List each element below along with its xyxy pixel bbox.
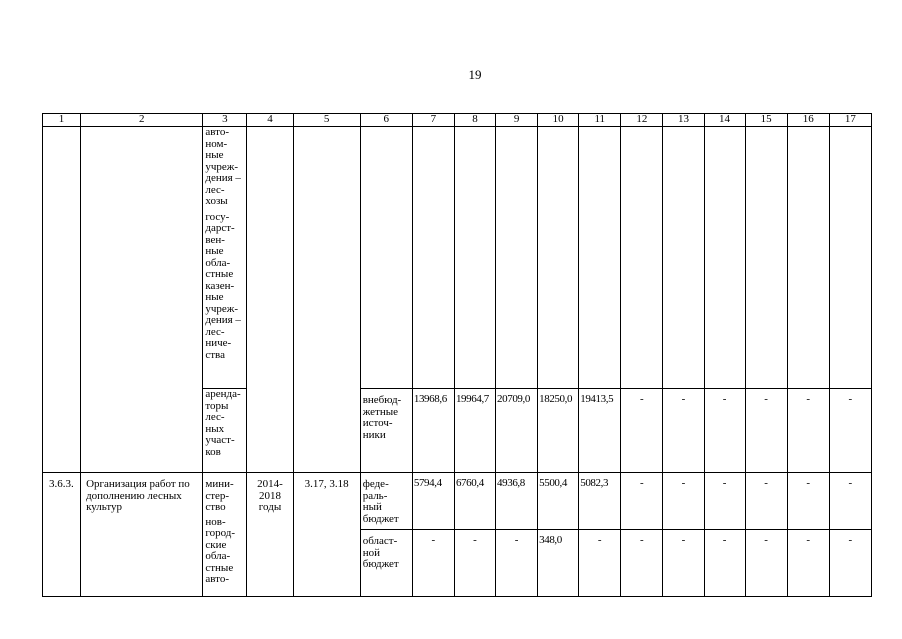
- cell-empty: [412, 127, 454, 389]
- value-cell: -: [412, 530, 454, 597]
- cell-empty: [538, 127, 579, 389]
- value-cell: 4936,8: [496, 473, 538, 530]
- header-row: [43, 114, 872, 127]
- value-cell: -: [745, 530, 787, 597]
- header-cell: 12: [621, 114, 663, 127]
- value-cell: 5082,3: [579, 473, 621, 530]
- cell-empty: [621, 127, 663, 389]
- value-cell: -: [704, 389, 745, 473]
- table-row: [43, 473, 872, 530]
- budget-table: [42, 113, 872, 597]
- value-cell: -: [663, 389, 704, 473]
- value-cell: -: [829, 473, 871, 530]
- executor-cell: [203, 127, 247, 389]
- cell-empty: [745, 127, 787, 389]
- executor-state: госу- дарст- вен- ные обла- стные казен- ные учреж- дения – лес- ниче- ства: [205, 210, 241, 361]
- value-cell: 6760,4: [454, 473, 495, 530]
- value-cell: -: [704, 530, 745, 597]
- value-cell: -: [787, 530, 829, 597]
- cell-empty: [704, 127, 745, 389]
- executor-ministry: мини- стер- ство: [205, 478, 234, 513]
- value-cell: -: [663, 530, 704, 597]
- header-cell: 14: [704, 114, 745, 127]
- header-cell: 5: [293, 114, 360, 127]
- header-cell: 16: [787, 114, 829, 127]
- cell-empty: [829, 127, 871, 389]
- value-cell: -: [621, 389, 663, 473]
- header-cell: 3: [203, 114, 247, 127]
- header-cell: 8: [454, 114, 495, 127]
- header-cell: 7: [412, 114, 454, 127]
- header-cell: 9: [496, 114, 538, 127]
- table-row: [43, 127, 872, 389]
- value-cell: 13968,6: [412, 389, 454, 473]
- value-cell: -: [829, 530, 871, 597]
- value-cell: 348,0: [538, 530, 579, 597]
- value-cell: -: [579, 530, 621, 597]
- cell-empty: [81, 127, 203, 473]
- cell-empty: [787, 127, 829, 389]
- executor-novgorod: нов- город- ские обла- стные авто-: [205, 515, 236, 585]
- value-cell: -: [663, 473, 704, 530]
- header-cell: 13: [663, 114, 704, 127]
- item-name: Организация работ по дополнению лесных культур: [81, 473, 203, 597]
- years-cell: 2014- 2018 годы: [247, 473, 293, 597]
- cell-empty: [247, 127, 293, 473]
- value-cell: 19413,5: [579, 389, 621, 473]
- value-cell: -: [454, 530, 495, 597]
- source-extra: внебюд- жетные источ- ники: [360, 389, 412, 473]
- executor-cell-363: [203, 473, 247, 597]
- value-cell: -: [787, 473, 829, 530]
- page-number: 19: [468, 67, 482, 82]
- value-cell: 5500,4: [538, 473, 579, 530]
- value-cell: 5794,4: [412, 473, 454, 530]
- source-federal: феде- раль- ный бюджет: [360, 473, 412, 530]
- header-cell: 17: [829, 114, 871, 127]
- header-cell: 1: [43, 114, 81, 127]
- value-cell: 20709,0: [496, 389, 538, 473]
- cell-empty: [496, 127, 538, 389]
- cell-empty: [360, 127, 412, 389]
- header-cell: 15: [745, 114, 787, 127]
- value-cell: -: [787, 389, 829, 473]
- value-cell: -: [496, 530, 538, 597]
- cell-empty: [454, 127, 495, 389]
- value-cell: -: [621, 473, 663, 530]
- cell-empty: [663, 127, 704, 389]
- value-cell: -: [621, 530, 663, 597]
- value-cell: -: [745, 389, 787, 473]
- header-cell: 4: [247, 114, 293, 127]
- header-cell: 6: [360, 114, 412, 127]
- header-cell: 2: [81, 114, 203, 127]
- value-cell: 19964,7: [454, 389, 495, 473]
- executor-autonomous: авто- ном- ные учреж- дения – лес- хозы: [205, 126, 241, 207]
- cell-empty: [43, 127, 81, 473]
- cell-empty: [293, 127, 360, 473]
- executor-tenants: аренда- торы лес- ных участ- ков: [203, 389, 247, 473]
- value-cell: -: [829, 389, 871, 473]
- value-cell: 18250,0: [538, 389, 579, 473]
- value-cell: -: [704, 473, 745, 530]
- item-number: 3.6.3.: [43, 473, 81, 597]
- cell-empty: [579, 127, 621, 389]
- header-cell: 10: [538, 114, 579, 127]
- targets-cell: 3.17, 3.18: [293, 473, 360, 597]
- value-cell: -: [745, 473, 787, 530]
- header-cell: 11: [579, 114, 621, 127]
- source-regional: област- ной бюджет: [360, 530, 412, 597]
